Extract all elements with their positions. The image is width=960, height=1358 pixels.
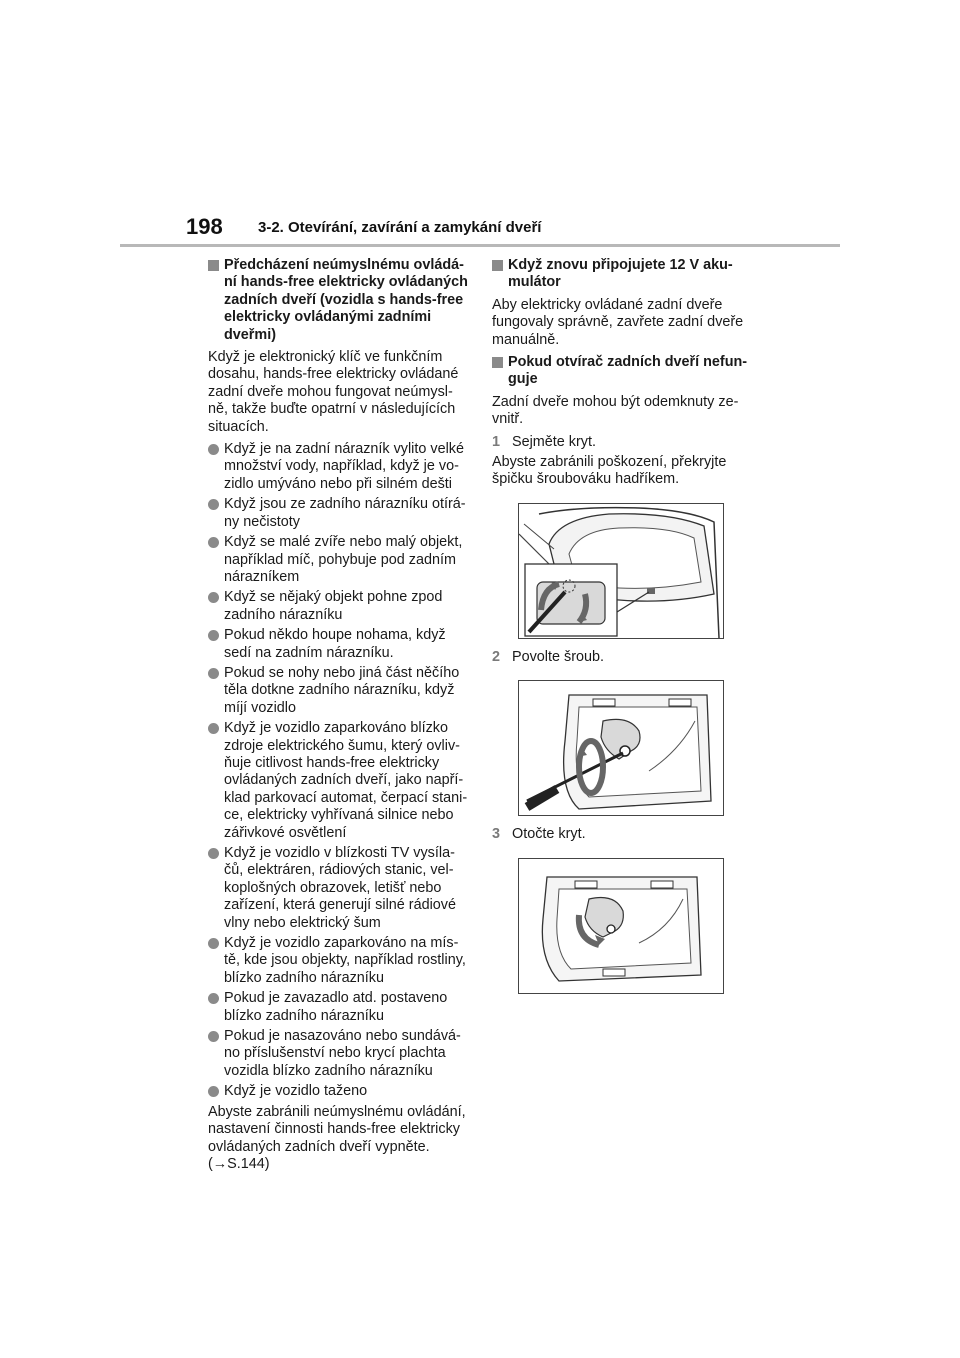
step-number: 2 bbox=[492, 648, 501, 665]
step-2 bbox=[492, 649, 754, 666]
round-bullet-icon bbox=[208, 848, 219, 859]
square-bullet-icon bbox=[208, 260, 219, 271]
tailgate-cover-removal-illustration bbox=[518, 503, 724, 639]
page-number: 198 bbox=[186, 214, 223, 239]
list-item: Pokud je nasazováno nebo sundává-no příslušenství nebo krycí plachta vozidla blízko zadního nárazníku bbox=[208, 1028, 470, 1080]
left-column bbox=[208, 257, 470, 1178]
list-item: Když je vozidlo v blízkosti TV vysíla-čů, elektráren, rádiových stanic, vel-koplošných obrazovek, letišť nebo zařízení, která generují silné rádiové vlny nebo elektrický šum bbox=[208, 845, 470, 932]
section-heading bbox=[208, 257, 470, 344]
square-bullet-icon bbox=[492, 260, 503, 271]
round-bullet-icon bbox=[208, 537, 219, 548]
round-bullet-icon bbox=[208, 723, 219, 734]
intro-paragraph: Když je elektronický klíč ve funkčním dosahu, hands-free elektricky ovládané zadní dveře mohou fungovat neúmysl-ně, takže buďte opatrní v následujících situacích. bbox=[208, 349, 459, 435]
round-bullet-icon bbox=[208, 592, 219, 603]
tailgate-icon bbox=[519, 504, 723, 638]
heading-text: Když znovu připojujete 12 V aku-mulátor bbox=[508, 257, 733, 291]
round-bullet-icon bbox=[208, 444, 219, 455]
step-text: Povolte šroub. bbox=[512, 648, 604, 665]
section-heading bbox=[492, 257, 754, 292]
cover-rotation-illustration bbox=[518, 858, 724, 994]
round-bullet-icon bbox=[208, 499, 219, 510]
round-bullet-icon bbox=[208, 668, 219, 679]
list-item: Když je vozidlo taženo bbox=[208, 1083, 470, 1100]
list-item: Když jsou ze zadního nárazníku otírá-ny nečistoty bbox=[208, 496, 470, 531]
list-item: Když je na zadní nárazník vylito velké množství vody, například, když je vo-zidlo umýváno nebo při silném dešti bbox=[208, 441, 470, 493]
page-header bbox=[0, 0, 960, 260]
list-item: Když se nějaký objekt pohne zpod zadního nárazníku bbox=[208, 589, 470, 624]
screw-loosening-illustration bbox=[518, 680, 724, 816]
list-item: Pokud je zavazadlo atd. postaveno blízko zadního nárazníku bbox=[208, 990, 470, 1025]
square-bullet-icon bbox=[492, 357, 503, 368]
step-1 bbox=[492, 434, 754, 451]
list-item: Pokud se nohy nebo jiná část něčího těla dotkne zadního nárazníku, když míjí vozidlo bbox=[208, 665, 470, 717]
step-number: 3 bbox=[492, 826, 501, 843]
round-bullet-icon bbox=[208, 1086, 219, 1097]
round-bullet-icon bbox=[208, 938, 219, 949]
section-heading bbox=[492, 354, 754, 389]
step-3 bbox=[492, 826, 754, 843]
heading-text: Předcházení neúmyslnému ovládá-ní hands-free elektricky ovládaných zadních dveří (vozidla s hands-free elektricky ovládanými zadními dveřmi) bbox=[224, 257, 468, 343]
heading-text: Pokud otvírač zadních dveří nefun-guje bbox=[508, 354, 748, 388]
right-column bbox=[492, 257, 754, 1004]
closing-paragraph: Abyste zabránili neúmyslnému ovládání, nastavení činnosti hands-free elektricky ovládaných zadních dveří vypněte. (→S.144) bbox=[208, 1103, 466, 1172]
round-bullet-icon bbox=[208, 630, 219, 641]
list-item: Když se malé zvíře nebo malý objekt, například míč, pohybuje pod zadním nárazníkem bbox=[208, 534, 470, 586]
paragraph: Zadní dveře mohou být odemknuty ze-vnitř. bbox=[492, 393, 739, 428]
step-note: Abyste zabránili poškození, překryjte špičku šroubováku hadříkem. bbox=[492, 454, 727, 488]
step-text: Otočte kryt. bbox=[512, 826, 586, 843]
section-title: 3-2. Otevírání, zavírání a zamykání dveří bbox=[258, 219, 542, 236]
list-item: Když je vozidlo zaparkováno blízko zdroje elektrického šumu, který ovliv-ňuje citlivost hands-free elektricky ovládaných zadních dveří, jako napří-klad parkovací automat, čerpací stani-ce, elektricky vyhřívaná silnice nebo zářivkové osvětlení bbox=[208, 720, 470, 842]
round-bullet-icon bbox=[208, 993, 219, 1004]
header-divider bbox=[120, 244, 840, 247]
step-number: 1 bbox=[492, 433, 501, 450]
list-item: Pokud někdo houpe nohama, když sedí na zadním nárazníku. bbox=[208, 627, 470, 662]
round-bullet-icon bbox=[208, 1031, 219, 1042]
cover-rotate-icon bbox=[519, 859, 723, 993]
list-item: Když je vozidlo zaparkováno na mís-tě, kde jsou objekty, například rostliny, blízko zadního nárazníku bbox=[208, 935, 470, 987]
screwdriver-icon bbox=[519, 681, 723, 815]
step-text: Sejměte kryt. bbox=[512, 433, 596, 450]
paragraph: Aby elektricky ovládané zadní dveře fungovaly správně, zavřete zadní dveře manuálně. bbox=[492, 296, 744, 348]
